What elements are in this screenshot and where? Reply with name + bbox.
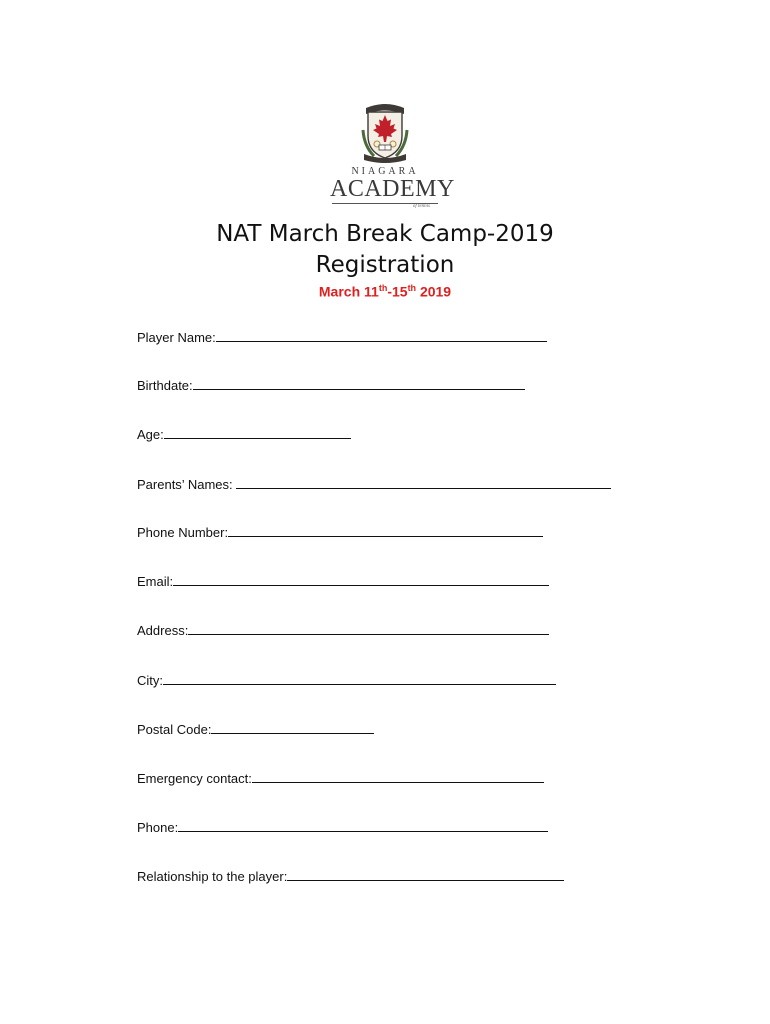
logo-wordmark-niagara: NIAGARA (351, 166, 419, 177)
age-label: Age: (137, 427, 164, 442)
postal-code-line[interactable] (211, 733, 374, 734)
emergency-contact-line[interactable] (252, 782, 544, 783)
logo-wordmark-subtitle: of tennis (412, 204, 430, 209)
dates-suffix: 2019 (416, 283, 452, 300)
relationship-line[interactable] (287, 880, 564, 881)
page-subtitle: Registration (315, 252, 455, 278)
age-line[interactable] (164, 438, 351, 439)
birthdate-field (137, 378, 525, 393)
postal-code-field (137, 722, 374, 737)
parents-names-line[interactable] (236, 488, 611, 489)
birthdate-line[interactable] (193, 389, 525, 390)
birthdate-label: Birthdate: (137, 378, 193, 393)
phone-number-line[interactable] (228, 536, 543, 537)
player-name-field (137, 330, 547, 345)
page-title: NAT March Break Camp-2019 (216, 221, 554, 247)
city-field (137, 673, 556, 688)
emergency-phone-field (137, 820, 548, 835)
email-label: Email: (137, 574, 174, 589)
relationship-field (137, 869, 564, 884)
logo-wordmark-academy: ACADEMY (330, 176, 455, 202)
dates-sup-1: th (378, 283, 388, 293)
email-field (137, 574, 549, 589)
postal-code-label: Postal Code: (137, 722, 212, 737)
parents-names-label: Parents’ Names: (137, 477, 237, 492)
dates-sup-2: th (407, 283, 417, 293)
player-name-label: Player Name: (137, 330, 216, 345)
dates-mid: -15 (387, 283, 408, 300)
dates-prefix: March 11 (318, 283, 379, 300)
crest-emblem (360, 100, 410, 164)
emergency-contact-label: Emergency contact: (137, 771, 252, 786)
address-line[interactable] (188, 634, 549, 635)
phone-number-label: Phone Number: (137, 525, 229, 540)
emergency-phone-line[interactable] (178, 831, 548, 832)
city-line[interactable] (163, 684, 556, 685)
camp-dates (0, 283, 770, 300)
parents-names-field (137, 477, 611, 492)
relationship-label: Relationship to the player: (137, 869, 288, 884)
email-line[interactable] (173, 585, 549, 586)
address-field (137, 623, 549, 638)
emergency-contact-field (137, 771, 544, 786)
emergency-phone-label: Phone: (137, 820, 179, 835)
player-name-line[interactable] (216, 341, 547, 342)
address-label: Address: (137, 623, 189, 638)
city-label: City: (137, 673, 163, 688)
age-field (137, 427, 351, 442)
phone-number-field (137, 525, 543, 540)
niagara-academy-logo (330, 100, 455, 230)
